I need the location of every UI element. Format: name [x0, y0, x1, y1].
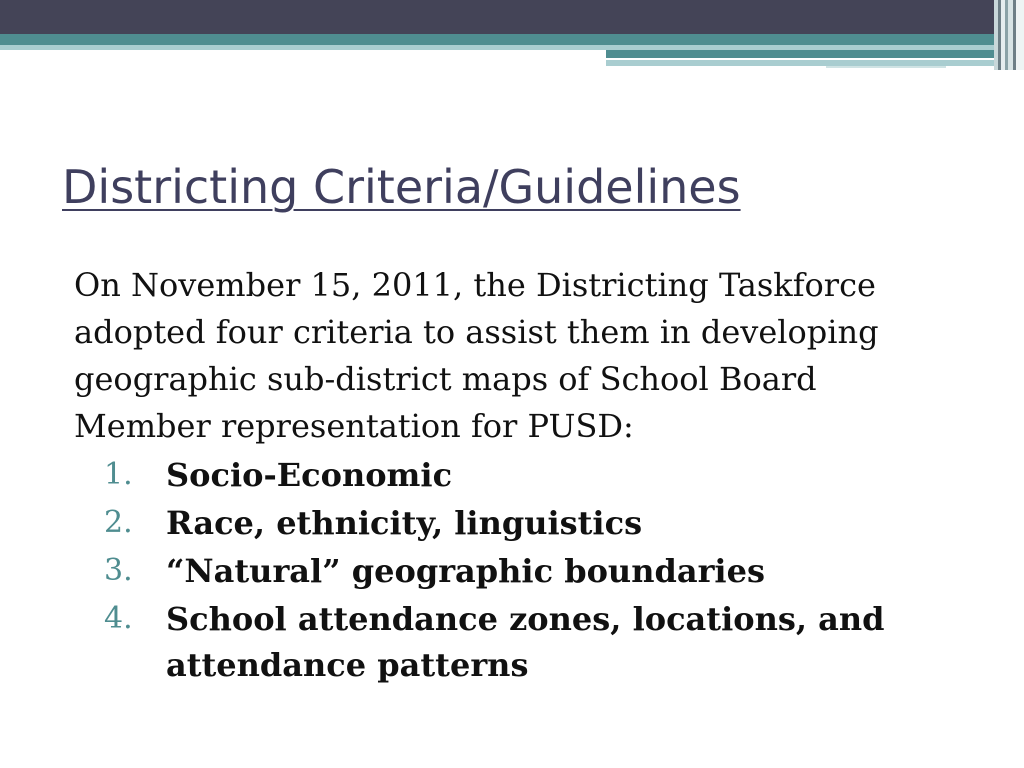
slide-body: [74, 262, 974, 688]
list-item-text: “Natural” geographic boundaries: [166, 552, 765, 590]
header-band-lower-light: [606, 60, 1024, 66]
list-item-number: 2.: [104, 505, 133, 540]
list-item-text: Socio-Economic: [166, 456, 453, 494]
header-band-dark: [0, 0, 1024, 34]
header-band-teal: [0, 34, 1024, 45]
list-item: [74, 548, 936, 594]
intro-paragraph: On November 15, 2011, the Districting Taskforce adopted four criteria to assist them in developing geographic sub-district maps of School Board Member representation for PUSD:: [74, 266, 879, 445]
header-band-lower: [606, 50, 1024, 58]
list-item-text: Race, ethnicity, linguistics: [166, 504, 643, 542]
list-item-number: 1.: [104, 457, 133, 492]
list-item-number: 3.: [104, 553, 133, 588]
header-edge-stripes: [994, 0, 1024, 70]
list-item-number: 4.: [104, 601, 133, 636]
list-item-text: School attendance zones, locations, and attendance patterns: [166, 600, 885, 684]
list-item: [74, 596, 936, 688]
slide-title: Districting Criteria/Guidelines: [62, 160, 741, 214]
list-item: [74, 500, 936, 546]
criteria-list: [74, 452, 974, 688]
header-thin-line-2: [826, 66, 946, 68]
list-item: [74, 452, 936, 498]
